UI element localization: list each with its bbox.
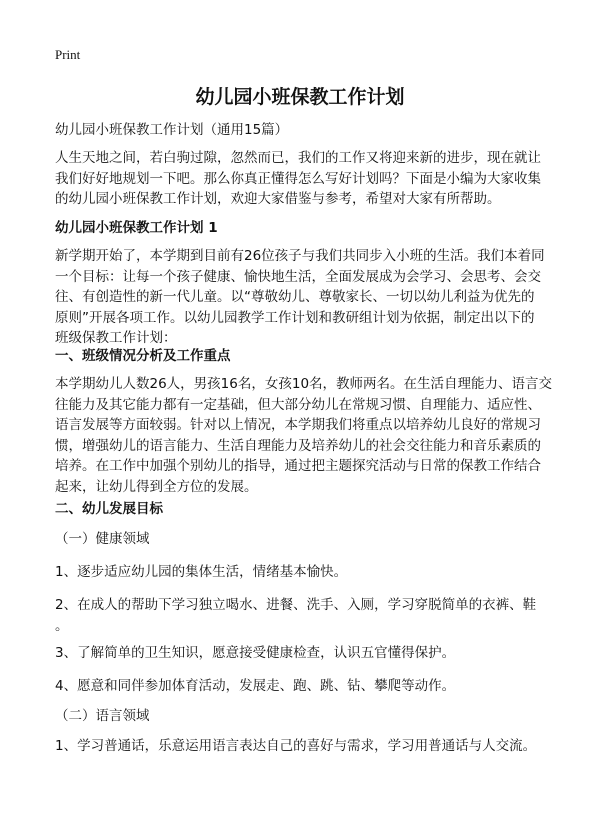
text-line: 人生天地之间，若白驹过隙，忽然而已，我们的工作又将迎来新的进步，现在就让 <box>55 150 541 166</box>
section-heading-2: 二、幼儿发展目标 <box>55 501 163 517</box>
text-line: 语言发展等方面较弱。针对以上情况，本学期我们将重点以培养幼儿良好的常规习 <box>55 417 541 433</box>
paragraph-1 <box>55 246 555 349</box>
text-line: 往能力及其它能力都有一定基础，但大部分幼儿在常规习惯、自理能力、适应性、 <box>55 396 541 413</box>
text-line: 的幼儿园小班保教工作计划，欢迎大家借鉴与参考，希望对大家有所帮助。 <box>55 191 501 207</box>
paragraph-2 <box>55 374 555 497</box>
text-line: 培养。在工作中加强个别幼儿的指导，通过把主题探究活动与日常的保教工作结合 <box>55 458 541 474</box>
text-line: 往、有创造性的新一代儿童。以“尊敬幼儿、尊敬家长、一切以幼儿利益为优先的 <box>55 289 535 305</box>
page-title: 幼儿园小班保教工作计划 <box>195 86 405 108</box>
list-item: 3、了解简单的卫生知识，愿意接受健康检查，认识五官懂得保护。 <box>55 645 456 661</box>
text-line: 惯，增强幼儿的语言能力、生活自理能力及培养幼儿的社会交往能力和音乐素质的 <box>55 437 541 454</box>
text-line: 新学期开始了，本学期到目前有26位孩子与我们共同步入小班的生活。我们本着同 <box>55 248 545 264</box>
list-item: 1、学习普通话，乐意运用语言表达自己的喜好与需求，学习用普通话与人交流。 <box>55 738 537 754</box>
print-link[interactable]: Print <box>55 47 81 62</box>
text-line: 我们好好地规划一下吧。那么你真正懂得怎么写好计划吗？下面是小编为大家收集 <box>55 170 541 187</box>
text-line: 一个目标：让每一个孩子健康、愉快地生活，全面发展成为会学习、会思考、会交 <box>55 268 541 285</box>
list-item: 1、逐步适应幼儿园的集体生活，情绪基本愉快。 <box>55 564 348 580</box>
subheading-health: （一）健康领域 <box>55 531 150 547</box>
subtitle: 幼儿园小班保教工作计划（通用15篇） <box>55 122 289 138</box>
intro-paragraph <box>55 148 555 210</box>
text-line: 。 <box>55 617 69 634</box>
text-line: 起来，让幼儿得到全方位的发展。 <box>55 478 258 495</box>
section-heading-1: 一、班级情况分析及工作重点 <box>55 348 231 364</box>
list-item: 4、愿意和同伴参加体育活动，发展走、跑、跳、钻、攀爬等动作。 <box>55 678 456 694</box>
heading-plan-1: 幼儿园小班保教工作计划 1 <box>55 220 218 236</box>
text-line: 2、在成人的帮助下学习独立喝水、进餐、洗手、入厕，学习穿脱简单的衣裤、鞋 <box>55 597 537 613</box>
subheading-language: （二）语言领域 <box>55 708 150 724</box>
text-line: 班级保教工作计划： <box>55 330 177 346</box>
text-line: 原则”开展各项工作。以幼儿园教学工作计划和教研组计划为依据，制定出以下的 <box>55 309 535 326</box>
text-line: 本学期幼儿人数26人，男孩16名，女孩10名，教师两名。在生活自理能力、语言交 <box>55 376 553 392</box>
list-item <box>55 595 555 636</box>
